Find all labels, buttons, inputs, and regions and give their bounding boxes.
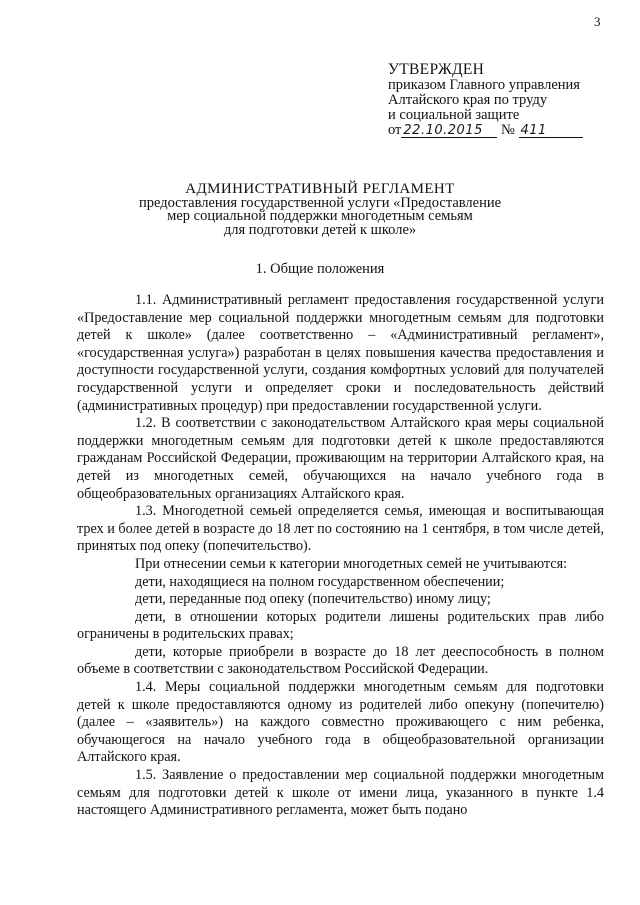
date-prefix: от (388, 122, 402, 138)
list-item: дети, переданные под опеку (попечительство) иному лицу; (135, 591, 491, 608)
paragraph: 1.3. Многодетной семьей определяется семья, имеющая и воспитывающая трех и более детей в возрасте до 18 лет по состоянию на 1 сентября, в том числе детей, принятых под опеку (попечительство). (77, 503, 604, 555)
approval-date-number (388, 123, 618, 138)
approval-line: и социальной защите (388, 107, 520, 123)
section-heading: 1. Общие положения (255, 261, 385, 277)
approval-heading: УТВЕРЖДЕН (388, 61, 485, 78)
title-line: мер социальной поддержки многодетным семьям (167, 208, 473, 224)
page-number: 3 (594, 14, 601, 29)
paragraph: 1.2. В соответствии с законодательством Алтайского края меры социальной поддержки многодетным семьям для подготовки детей к школе предоставляются гражданам Российской Федерации, проживающим на территории Алтайского края, на детей из многодетных семей, обучающихся на начало учебного года в общеобразовательных организациях Алтайского края. (77, 415, 604, 502)
paragraph: При отнесении семьи к категории многодетных семей не учитываются: (135, 555, 568, 572)
approval-line: приказом Главного управления (388, 77, 580, 93)
number-prefix: № (501, 122, 515, 138)
paragraph: 1.5. Заявление о предоставлении мер социальной поддержки многодетным семьям для подготовки детей к школе от имени лица, указанного в пункте 1.4 настоящего Административного регламента, может быть подано (77, 767, 604, 819)
document-title (110, 183, 530, 237)
title-line: предоставления государственной услуги «Предоставление (138, 194, 502, 211)
handwritten-date: 22.10.2015 (401, 124, 497, 138)
title-line: для подготовки детей к школе» (223, 221, 417, 238)
handwritten-number: 411 (519, 124, 583, 138)
paragraph: 1.4. Меры социальной поддержки многодетным семьям для подготовки детей к школе предоставляются одному из родителей либо опекуну (попечителю) (далее – «заявитель») на каждого совместно проживающего с ним ребенка, обучающегося на начало учебного года в общеобразовательной организации Алтайского края. (77, 679, 604, 766)
list-item: дети, которые приобрели в возрасте до 18 лет дееспособность в полном объеме в соответствии с законодательством Российской Федерации. (77, 643, 604, 678)
approval-line: Алтайского края по труду (388, 92, 548, 108)
list-item: дети, находящиеся на полном государственном обеспечении; (135, 573, 505, 590)
title-main: АДМИНИСТРАТИВНЫЙ РЕГЛАМЕНТ (185, 181, 455, 197)
paragraph: 1.1. Административный регламент предоставления государственной услуги «Предоставление мер социальной поддержки многодетным семьям для подготовки детей к школе» (далее соответственно – «Административный регламент», «государственная услуга») разработан в целях повышения качества предоставления и доступности государственной услуги, создания комфортных условий для получателей государственной услуги и определяет сроки и последовательность действий (административных процедур) при предоставлении государственной услуги. (77, 292, 604, 414)
approval-stamp (388, 62, 618, 138)
document-body (77, 292, 604, 820)
list-item: дети, в отношении которых родители лишены родительских прав либо ограничены в родительских правах; (77, 608, 604, 643)
